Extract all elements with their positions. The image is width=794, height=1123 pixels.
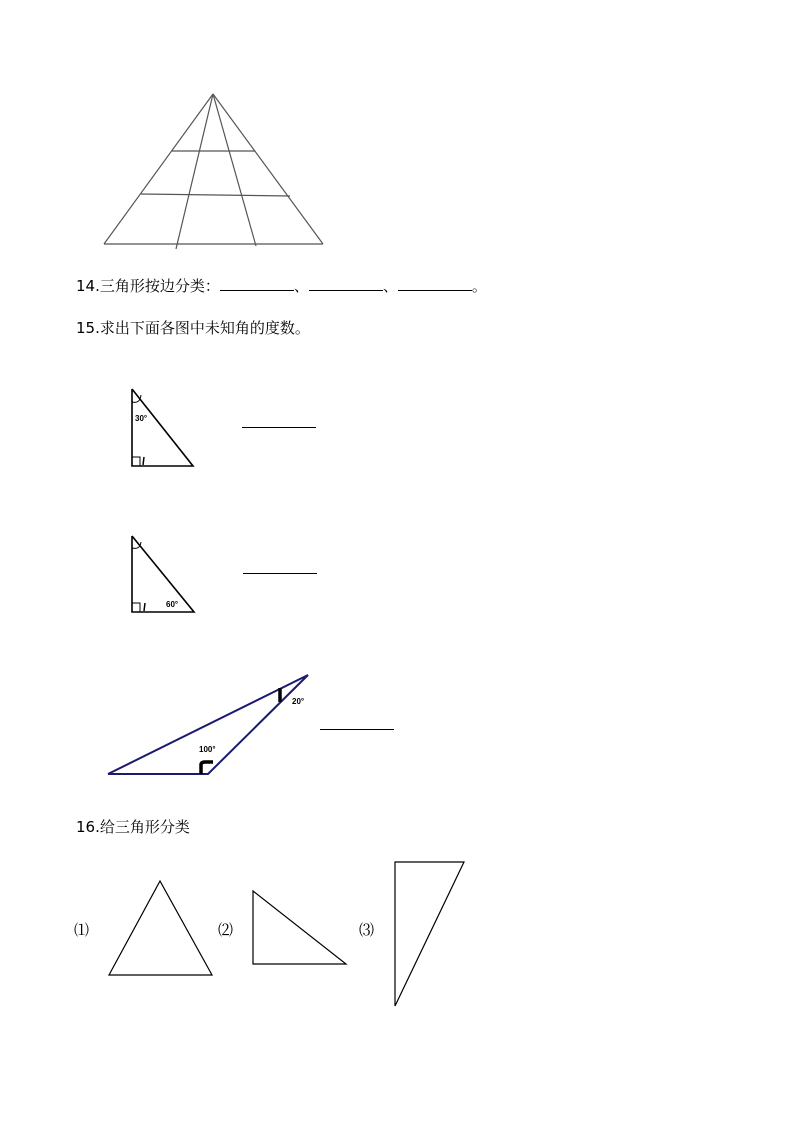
answer-blank-15c[interactable] xyxy=(320,729,394,730)
right-triangle-30 xyxy=(132,389,193,466)
answer-blank-14a[interactable] xyxy=(220,289,294,291)
answer-blank-14b[interactable] xyxy=(309,289,383,291)
answer-blank-15a[interactable] xyxy=(242,427,316,428)
obtuse-triangle xyxy=(108,675,308,774)
angle-20-label: 20° xyxy=(292,697,305,706)
pyramid-right-edge xyxy=(213,94,323,244)
separator: 、 xyxy=(293,277,309,295)
triangle-label-3: ⑶ xyxy=(359,922,375,939)
answer-blank-14c[interactable] xyxy=(398,289,472,291)
angle-60-label: 60° xyxy=(166,600,179,609)
answer-blank-15b[interactable] xyxy=(243,573,317,574)
triangle-3-obtuse xyxy=(395,862,464,1006)
question-14 xyxy=(76,275,487,296)
angle-100-label: 100° xyxy=(199,745,216,754)
pyramid-inner-line-2 xyxy=(213,94,256,246)
pyramid-left-edge xyxy=(104,94,213,244)
period: 。 xyxy=(471,277,487,295)
triangle-label-2: ⑵ xyxy=(218,922,234,939)
triangle-2-right xyxy=(253,891,346,964)
question-16-text: 16.给三角形分类 xyxy=(76,818,190,836)
pyramid-inner-line-1 xyxy=(176,94,213,249)
question-15 xyxy=(76,317,310,338)
question-14-text: 14.三角形按边分类： xyxy=(76,277,220,295)
question-15-text: 15.求出下面各图中未知角的度数。 xyxy=(76,319,310,337)
triangle-1-equilateral xyxy=(109,881,212,975)
angle-30-label: 30° xyxy=(135,414,148,423)
pyramid-cross-line-2 xyxy=(141,194,290,196)
question-16 xyxy=(76,816,190,837)
triangle-label-1: ⑴ xyxy=(74,922,90,939)
right-triangle-60 xyxy=(132,536,194,612)
separator: 、 xyxy=(382,277,398,295)
